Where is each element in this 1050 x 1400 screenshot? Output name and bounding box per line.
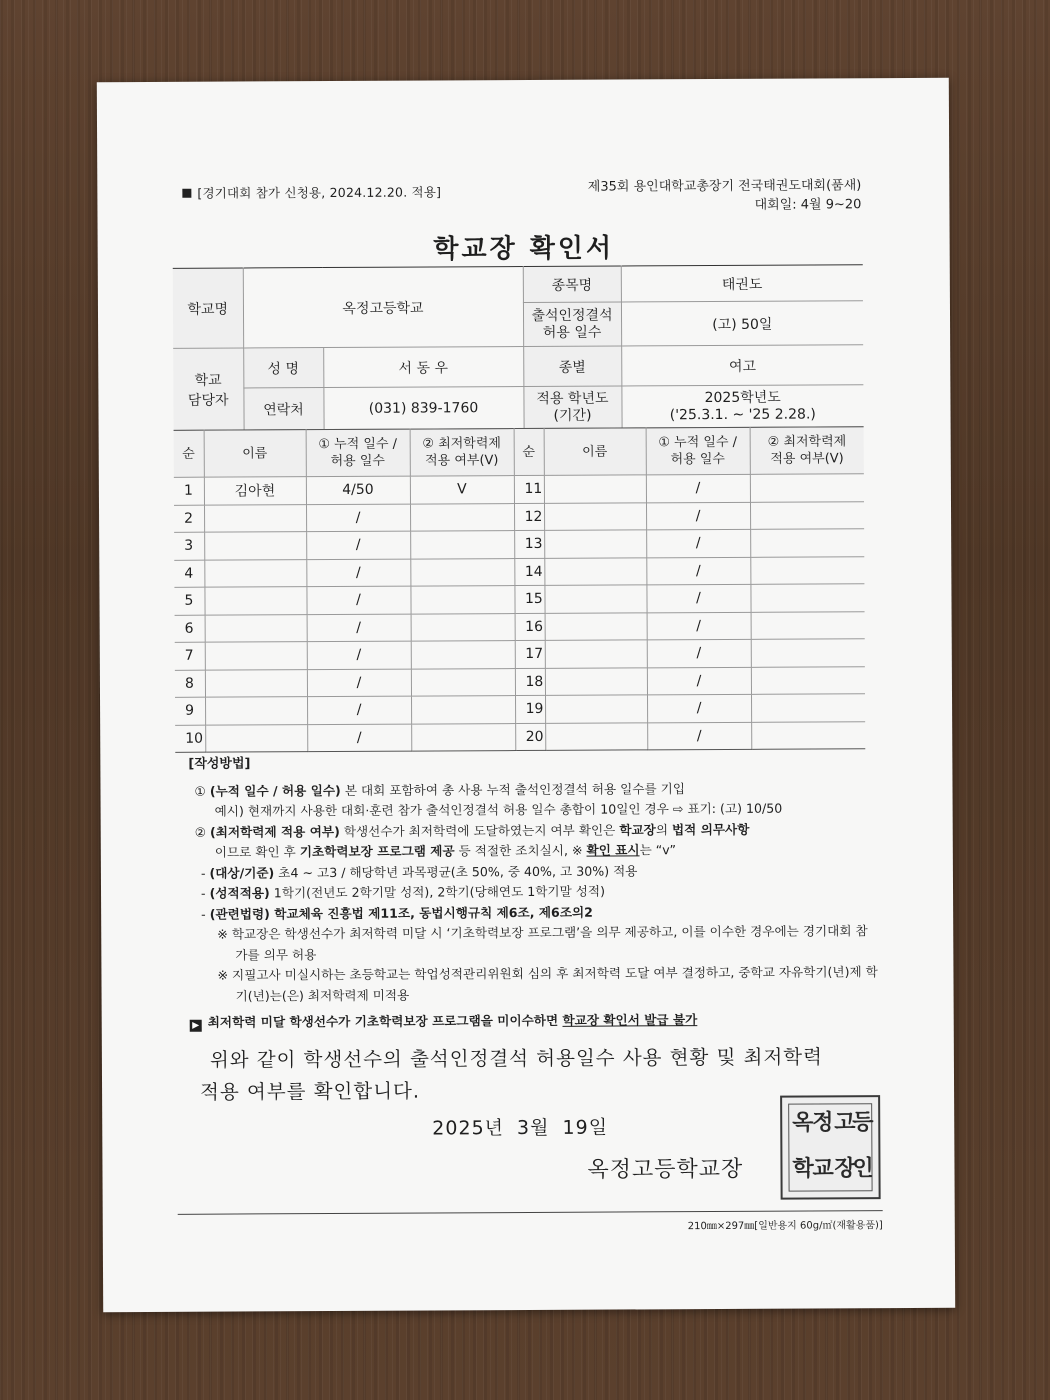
table-row [174, 584, 864, 615]
row-number: 10 [175, 725, 205, 753]
min-academic-cell [410, 503, 514, 531]
days-cell: / [307, 641, 411, 669]
gender-label: 종별 [523, 346, 621, 387]
header-name: 이름 [544, 428, 646, 476]
note-grades: - (성적적용) 1학기(전년도 2학기말 성적), 2학기(당해연도 1학기말 성적) [200, 883, 606, 901]
note-1: ① (누적 일수 / 허용 일수) 본 대회 포함하여 총 사용 누적 출석인정결석 허용 일수를 기입 [194, 780, 685, 799]
table-row [175, 694, 865, 725]
days-cell: / [646, 557, 750, 585]
row-number: 2 [174, 505, 204, 533]
days-cell: / [647, 722, 751, 750]
principal-title: 옥정고등학교장 [587, 1156, 744, 1183]
days-cell: / [307, 614, 411, 642]
competition-date: 대회일: 4월 9~20 [754, 197, 862, 213]
event-label: 종목명 [523, 266, 621, 303]
header-days: ① 누적 일수 / 허용 일수 [646, 427, 750, 475]
table-row [174, 501, 864, 532]
note-final-warning: ▶ 최저학력 미달 학생선수가 기초학력보장 프로그램을 미이수하면 학교장 확인서 발급 불가 [190, 1009, 880, 1033]
min-academic-cell [751, 666, 865, 694]
gender-value: 여고 [621, 345, 863, 386]
competition-name: 제35회 용인대학교총장기 전국태권도대회(품새) [587, 178, 862, 195]
min-academic-cell [411, 668, 515, 696]
row-number: 16 [515, 613, 545, 641]
header-days: ① 누적 일수 / 허용 일수 [306, 429, 410, 477]
row-number: 17 [515, 640, 545, 668]
table-row [175, 721, 865, 752]
name-label: 성 명 [243, 348, 323, 388]
min-academic-cell [751, 721, 865, 749]
days-cell: / [646, 529, 750, 557]
row-number: 13 [514, 530, 544, 558]
student-name [544, 502, 646, 530]
row-number: 3 [174, 532, 204, 560]
days-cell: / [646, 584, 750, 612]
student-name [204, 587, 306, 615]
confirmation-statement: 위와 같이 학생선수의 출석인정결석 허용일수 사용 현황 및 최저학력 적용 여부를 확인합니다. [200, 1045, 823, 1104]
row-number: 19 [515, 695, 545, 723]
form-header-right [588, 176, 862, 215]
document-page [97, 78, 955, 1312]
min-academic-cell [750, 529, 864, 557]
row-number: 11 [514, 475, 544, 503]
event-value: 태권도 [621, 265, 863, 302]
days-cell: / [647, 667, 751, 695]
table-row [175, 611, 865, 642]
student-name: 김아현 [204, 477, 306, 505]
days-cell: / [647, 612, 751, 640]
min-academic-cell [751, 611, 865, 639]
note-elementary: ※ 지필고사 미실시하는 초등학교는 학업성적관리위원회 심의 후 최저학력 도달 여부 결정하고, 중학교 자유학기(년)제 학기(년)는(은) 최저학력제 미적용 [217, 964, 878, 1004]
min-academic-cell [410, 531, 514, 559]
contact-label: 연락처 [243, 388, 323, 430]
table-row [174, 529, 864, 560]
student-name [544, 475, 646, 503]
row-number: 9 [175, 697, 205, 725]
row-number: 5 [174, 587, 204, 615]
row-number: 6 [175, 615, 205, 643]
note-2: ② (최저학력제 적용 여부) 학생선수가 최저학력에 도달하였는지 여부 확인은 학교장의 법적 의무사항 [194, 821, 750, 840]
row-number: 18 [515, 668, 545, 696]
min-academic-cell [410, 586, 514, 614]
student-name [205, 642, 307, 670]
row-number: 14 [514, 558, 544, 586]
student-name [204, 532, 306, 560]
days-cell: / [646, 474, 750, 502]
days-cell: / [306, 504, 410, 532]
student-name [204, 504, 306, 532]
student-name [544, 557, 646, 585]
min-academic-cell [411, 696, 515, 724]
days-cell: / [307, 724, 411, 752]
student-name [545, 695, 647, 723]
student-name [205, 614, 307, 642]
student-name [204, 559, 306, 587]
row-number: 15 [514, 585, 544, 613]
student-name [545, 640, 647, 668]
row-number: 7 [175, 642, 205, 670]
student-name [205, 697, 307, 725]
student-roster-table [174, 426, 866, 753]
note-principal-duty: ※ 학교장은 학생선수가 최저학력 미달 시 ‘기초학력보장 프로그램’을 의무 제공하고, 이를 이수한 경우에는 경기대회 참가를 의무 허용 [217, 923, 868, 963]
header-name: 이름 [204, 430, 306, 478]
table-row [174, 474, 864, 505]
year-value: 2025학년도 ('25.3.1. ~ '25 2.28.) [621, 385, 863, 428]
row-number: 8 [175, 670, 205, 698]
row-number: 4 [174, 560, 204, 588]
days-cell: / [306, 531, 410, 559]
instructions-heading: [작성방법] [188, 756, 251, 772]
note-laws: - (관련법령) 학교체육 진흥법 제11조, 동법시행규칙 제6조, 제6조의2 [201, 904, 593, 922]
student-name [544, 530, 646, 558]
min-academic-cell [411, 723, 515, 751]
table-row [174, 556, 864, 587]
min-academic-cell: V [410, 476, 514, 504]
arrow-box-icon: ▶ [190, 1020, 202, 1032]
min-academic-cell [411, 613, 515, 641]
note-2-line2: 이므로 확인 후 기초학력보장 프로그램 제공 등 적절한 조치실시, ※ 확인 표시는 “v” [214, 842, 677, 860]
row-number: 12 [514, 503, 544, 531]
issue-date: 2025년 3월 19일 [432, 1116, 609, 1140]
min-academic-cell [750, 474, 864, 502]
school-info-table [173, 264, 864, 431]
note-target: - (대상/기준) 초4 ~ 고3 / 해당학년 과목평균(초 50%, 중 40%, 고 30%) 적용 [200, 862, 638, 881]
official-seal: 옥 정 고 등 학 교 장 인 [780, 1095, 881, 1200]
min-academic-cell [750, 556, 864, 584]
days-cell: / [306, 586, 410, 614]
days-cell: / [647, 694, 751, 722]
note-1-example: 예시) 현재까지 사용한 대회·훈련 참가 출석인정결석 허용 일수 총합이 10일인 경우 ⇨ 표기: (고) 10/50 [214, 800, 783, 819]
form-header-left: [경기대회 참가 신청용, 2024.12.20. 적용] [182, 182, 441, 201]
student-name [545, 612, 647, 640]
min-academic-cell [411, 641, 515, 669]
days-cell: / [306, 559, 410, 587]
min-academic-cell [410, 558, 514, 586]
min-academic-cell [751, 694, 865, 722]
days-cell: / [307, 669, 411, 697]
student-name [205, 669, 307, 697]
page-title: 학교장 확인서 [433, 233, 615, 265]
student-name [545, 667, 647, 695]
school-value: 옥정고등학교 [243, 267, 523, 348]
days-cell: / [647, 639, 751, 667]
min-academic-cell [750, 584, 864, 612]
min-academic-cell [751, 639, 865, 667]
row-number: 20 [515, 723, 545, 751]
year-label: 적용 학년도 (기간) [523, 386, 621, 429]
header-min-academic: ② 최저학력제 적용 여부(V) [410, 429, 514, 477]
attendance-value: (고) 50일 [621, 301, 863, 346]
contact-value: (031) 839-1760 [323, 387, 523, 430]
manager-label: 학교 담당자 [173, 348, 243, 430]
header-min-academic: ② 최저학력제 적용 여부(V) [750, 427, 864, 475]
min-academic-cell [750, 501, 864, 529]
days-cell: / [646, 502, 750, 530]
header-no: 순 [174, 430, 204, 477]
name-value: 서 동 우 [323, 347, 523, 388]
school-label: 학교명 [173, 268, 243, 348]
row-number: 1 [174, 477, 204, 505]
student-name [545, 722, 647, 750]
student-name [544, 585, 646, 613]
table-row [175, 666, 865, 697]
days-cell: 4/50 [306, 476, 410, 504]
table-row [175, 639, 865, 670]
attendance-label: 출석인정결석 허용 일수 [523, 302, 621, 347]
paper-spec: 210㎜×297㎜[일반용지 60g/㎡(재활용품)] [687, 1220, 883, 1233]
square-bullet-icon [182, 189, 191, 198]
days-cell: / [307, 696, 411, 724]
header-no: 순 [514, 428, 544, 475]
student-name [205, 724, 307, 752]
instructions-section [188, 751, 879, 1033]
footer-divider [178, 1210, 883, 1215]
